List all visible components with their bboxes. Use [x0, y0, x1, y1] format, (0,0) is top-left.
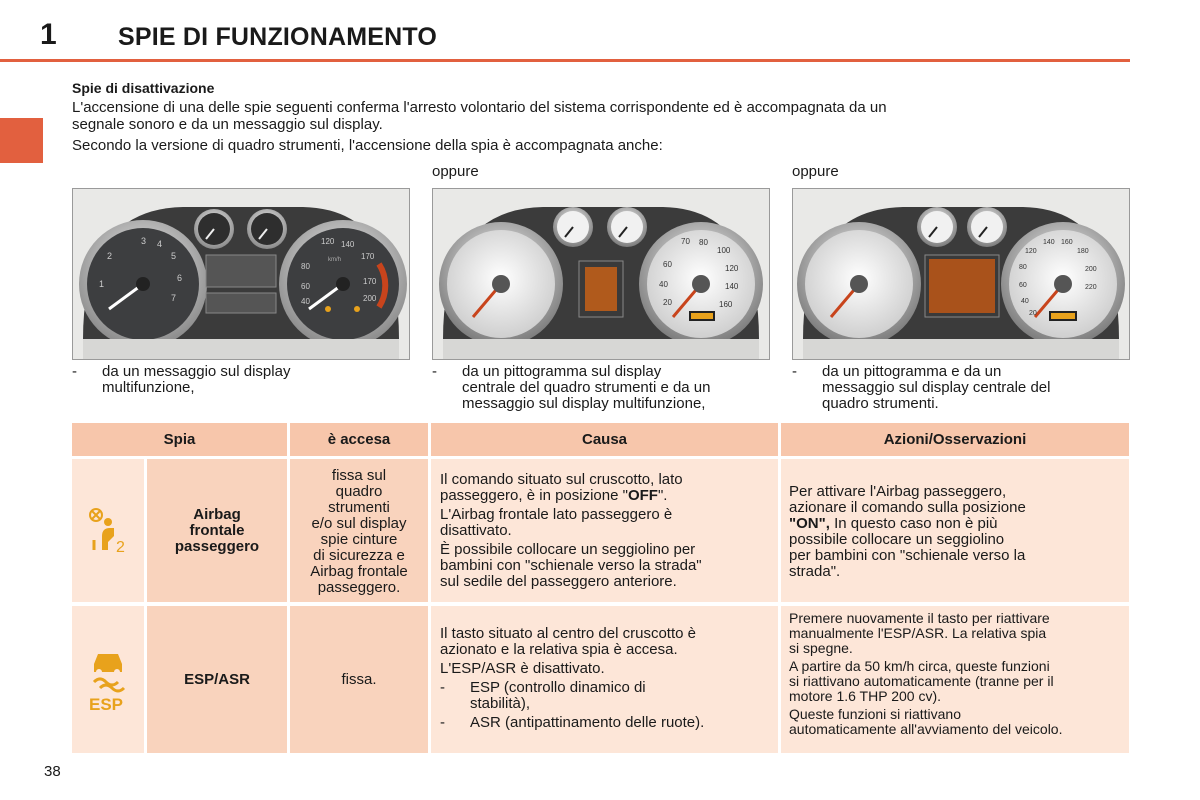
text-line: automaticamente all'avviamento del veicolo. [789, 721, 1063, 737]
svg-text:100: 100 [717, 246, 731, 255]
svg-text:140: 140 [1043, 239, 1055, 246]
table-cell-azioni [781, 606, 1129, 753]
intro-line: L'accensione di una delle spie seguenti conferma l'arresto volontario del sistema corrispondente ed è accompagnata da un [72, 99, 887, 116]
svg-text:200: 200 [363, 294, 377, 303]
svg-text:170: 170 [361, 252, 375, 261]
oppure-label: oppure [792, 163, 839, 180]
table-cell-causa [431, 606, 778, 753]
accesa-line: spie cinture [320, 531, 398, 548]
caption-text [102, 364, 290, 396]
svg-text:km/h: km/h [328, 257, 342, 263]
spia-line: Airbag [193, 505, 241, 523]
caption-line: da un pittogramma sul display [462, 363, 662, 380]
oppure-label: oppure [432, 163, 479, 180]
accesa-line: strumenti [328, 499, 390, 516]
caption-dash: - [72, 363, 77, 380]
text-line: A partire da 50 km/h circa, queste funzioni [789, 658, 1050, 674]
text-line: bambini con "schienale verso la strada" [440, 557, 702, 574]
table-row-icon-cell [72, 459, 144, 602]
chapter-tab-marker [0, 118, 43, 163]
svg-text:170: 170 [363, 277, 377, 286]
causa-paragraph: L'ESP/ASR è disattivato. [440, 660, 605, 677]
svg-text:40: 40 [1021, 298, 1029, 305]
svg-text:2: 2 [116, 538, 125, 556]
caption-line: multifunzione, [102, 379, 195, 396]
svg-text:120: 120 [1025, 248, 1037, 255]
spia-line: frontale [189, 521, 245, 539]
caption-line: quadro strumenti. [822, 395, 939, 412]
svg-text:70: 70 [681, 237, 690, 246]
caption-line: centrale del quadro strumenti e da un [462, 379, 711, 396]
caption-line: da un messaggio sul display [102, 363, 291, 380]
table-cell-spia [147, 459, 287, 602]
text-line: disattivato. [440, 522, 512, 539]
svg-text:200: 200 [1085, 266, 1097, 273]
text-line: azionato e la relativa spia è accesa. [440, 641, 678, 658]
accesa-line: fissa sul [331, 467, 387, 484]
svg-text:1: 1 [99, 279, 105, 289]
svg-text:140: 140 [725, 282, 739, 291]
text-line [789, 516, 1121, 532]
caption-dash: - [792, 363, 797, 380]
list-dash: - [440, 714, 445, 731]
chapter-number: 1 [40, 18, 57, 51]
svg-text:140: 140 [341, 240, 355, 249]
svg-text:3: 3 [141, 236, 147, 246]
text-line: per bambini con "schienale verso la [789, 547, 1026, 564]
azioni-paragraph [789, 707, 1123, 737]
svg-text:180: 180 [1077, 248, 1089, 255]
table-header-spia: Spia [72, 423, 287, 456]
text-fragment: In questo caso non è più [829, 515, 998, 532]
svg-text:40: 40 [301, 297, 310, 306]
text-line: Per attivare l'Airbag passeggero, [789, 483, 1007, 500]
header-divider [0, 59, 1130, 62]
causa-paragraph [440, 542, 770, 590]
text-line: ". [657, 487, 668, 504]
page-title: SPIE DI FUNZIONAMENTO [118, 23, 438, 51]
intro-line: segnale sonoro e da un messaggio sul display. [72, 116, 383, 133]
accesa-line: e/o sul display [311, 515, 407, 532]
svg-text:20: 20 [1029, 310, 1037, 317]
svg-text:60: 60 [301, 282, 310, 291]
text-line: L'Airbag frontale lato passeggero è [440, 506, 673, 523]
table-cell-accesa [290, 459, 428, 602]
text-line: Queste funzioni si riattivano [789, 706, 961, 722]
accesa-line: Airbag frontale [310, 563, 408, 580]
svg-text:7: 7 [171, 293, 177, 303]
text-line: motore 1.6 THP 200 cv). [789, 688, 941, 704]
svg-text:2: 2 [107, 251, 113, 261]
text-line: possibile collocare un seggiolino [789, 531, 1005, 548]
text-line: Premere nuovamente il tasto per riattivare [789, 610, 1050, 626]
text-line: È possibile collocare un seggiolino per [440, 541, 696, 558]
spia-line: passeggero [174, 537, 260, 555]
accesa-line: passeggero. [317, 579, 401, 596]
instrument-cluster-image-1 [72, 188, 410, 360]
text-line: sul sedile del passeggero anteriore. [440, 573, 677, 590]
svg-text:40: 40 [659, 280, 668, 289]
list-dash: - [440, 679, 445, 696]
caption-line: messaggio sul display multifunzione, [462, 395, 706, 412]
causa-paragraph [440, 626, 772, 658]
svg-text:20: 20 [663, 298, 672, 307]
list-item [440, 680, 772, 712]
text-line: stabilità), [470, 695, 531, 712]
section-title: Spie di disattivazione [72, 80, 215, 96]
page-number: 38 [44, 763, 61, 780]
svg-text:120: 120 [725, 264, 739, 273]
instrument-cluster-image-2 [432, 188, 770, 360]
table-cell-accesa: fissa. [290, 606, 428, 753]
svg-text:80: 80 [301, 262, 310, 271]
causa-paragraph [440, 507, 770, 539]
text-line: si spegne. [789, 640, 853, 656]
off-keyword: OFF [627, 487, 658, 504]
table-cell-azioni [781, 459, 1129, 602]
accesa-line: quadro [335, 483, 383, 500]
intro-paragraph-2: Secondo la versione di quadro strumenti, l'accensione della spia è accompagnata anche: [72, 137, 663, 154]
text-line: passeggero, è in posizione " [440, 487, 628, 504]
azioni-paragraph [789, 611, 1123, 656]
table-cell-spia: ESP/ASR [147, 606, 287, 753]
text-line: Il tasto situato al centro del cruscotto è [440, 625, 696, 642]
table-header-causa: Causa [431, 423, 778, 456]
text-line: manualmente l'ESP/ASR. La relativa spia [789, 625, 1047, 641]
svg-text:80: 80 [699, 238, 708, 247]
esp-icon-text: ESP [89, 694, 124, 712]
caption-line: da un pittogramma e da un [822, 363, 1002, 380]
instrument-cluster-image-3 [792, 188, 1130, 360]
intro-paragraph [72, 99, 1137, 133]
table-header-azioni: Azioni/Osservazioni [781, 423, 1129, 456]
svg-text:80: 80 [1019, 264, 1027, 271]
table-header-accesa: è accesa [290, 423, 428, 456]
svg-text:5: 5 [171, 251, 177, 261]
text-line: azionare il comando sulla posizione [789, 499, 1026, 516]
svg-text:60: 60 [663, 260, 672, 269]
on-keyword: "ON", [789, 515, 830, 532]
text-line: strada". [789, 563, 841, 580]
svg-text:160: 160 [719, 300, 733, 309]
table-cell-causa [431, 459, 778, 602]
text-line: ESP (controllo dinamico di [470, 679, 646, 696]
causa-paragraph [440, 472, 770, 504]
text-line: Il comando situato sul cruscotto, lato [440, 471, 683, 488]
airbag-off-icon [86, 506, 130, 556]
caption-dash: - [432, 363, 437, 380]
table-row-icon-cell [72, 606, 144, 753]
svg-text:160: 160 [1061, 239, 1073, 246]
esp-off-icon [86, 648, 130, 712]
text-line: ASR (antipattinamento delle ruote). [470, 714, 705, 731]
caption-text [822, 364, 1050, 412]
list-item [440, 715, 772, 731]
caption-line: messaggio sul display centrale del [822, 379, 1051, 396]
accesa-line: di sicurezza e [313, 547, 405, 564]
svg-text:6: 6 [177, 273, 183, 283]
svg-text:120: 120 [321, 237, 335, 246]
text-line: si riattivano automaticamente (tranne per il [789, 673, 1054, 689]
azioni-paragraph [789, 659, 1123, 704]
svg-text:60: 60 [1019, 282, 1027, 289]
caption-text [462, 364, 711, 412]
svg-text:220: 220 [1085, 284, 1097, 291]
svg-text:4: 4 [157, 239, 163, 249]
